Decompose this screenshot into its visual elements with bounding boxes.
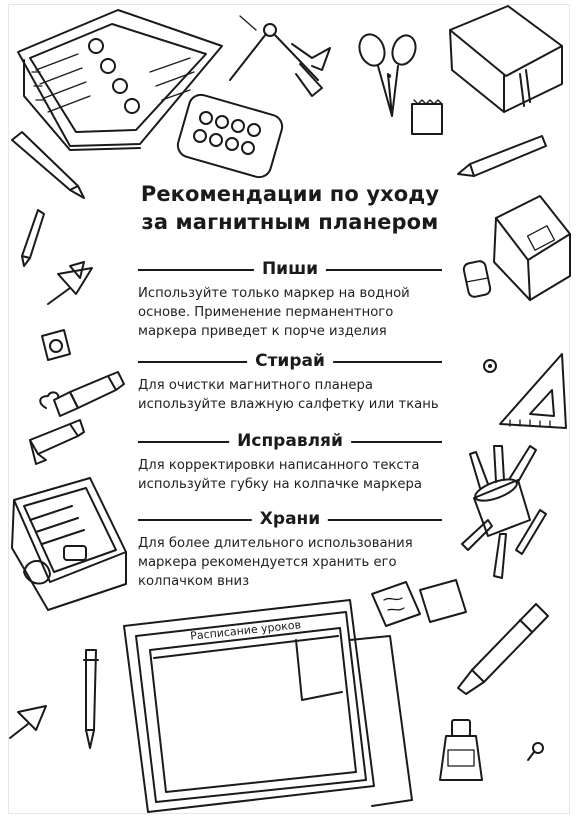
pencil-icon (458, 136, 546, 176)
section-body (138, 456, 442, 494)
book-icon (494, 196, 570, 300)
compass-icon (230, 16, 330, 96)
push-pin-icon (528, 743, 543, 760)
push-pin-icon (10, 706, 46, 738)
marker-icon (458, 604, 548, 694)
body-line: колпачком вниз (138, 574, 250, 589)
pencil-icon (12, 132, 84, 198)
body-line: используйте влажную салфетку или ткань (138, 397, 439, 412)
push-pin-icon (484, 360, 496, 372)
body-line: Используйте только маркер на водной (138, 286, 410, 301)
body-line: Для более длительного использования (138, 536, 413, 551)
body-line: маркера рекомендуется хранить его (138, 555, 397, 570)
section-store (138, 508, 442, 591)
page-title-line-2: за магнитным планером (141, 210, 439, 234)
body-line: Для очистки магнитного планера (138, 378, 373, 393)
section-write (138, 258, 442, 341)
paint-tube-icon (30, 420, 84, 464)
scissors-icon (355, 31, 419, 116)
section-heading: Пиши (254, 258, 326, 280)
section-correct (138, 430, 442, 494)
eraser-icon (463, 260, 492, 298)
section-heading-row (138, 508, 442, 530)
notebook-icon (450, 6, 562, 112)
body-line: маркера приведет к порче изделия (138, 324, 387, 339)
pencil-case-icon (12, 478, 126, 610)
schedule-board-label: Расписание уроков (189, 618, 302, 643)
section-heading: Стирай (247, 350, 333, 372)
pen-icon (84, 650, 98, 748)
glue-tube-icon (40, 372, 124, 416)
section-heading-row (138, 350, 442, 372)
page-title-line-1: Рекомендации по уходу (140, 182, 440, 206)
watercolor-palette-icon (175, 92, 285, 180)
section-heading-row (138, 430, 442, 452)
section-heading: Исправляй (229, 430, 351, 452)
pencil-cup-icon (462, 446, 546, 578)
section-body (138, 534, 442, 591)
sticky-note-icon (412, 100, 442, 134)
ink-bottle-icon (440, 720, 482, 780)
body-line: используйте губку на колпачке маркера (138, 477, 422, 492)
section-heading: Храни (252, 508, 328, 530)
pencil-icon (22, 210, 44, 266)
section-erase (138, 350, 442, 414)
section-body (138, 284, 442, 341)
section-heading-row (138, 258, 442, 280)
triangle-ruler-icon (500, 354, 566, 428)
body-line: основе. Применение перманентного (138, 305, 394, 320)
push-pin-icon (48, 262, 92, 304)
section-body (138, 376, 442, 414)
ring-binder-planner-icon (18, 10, 222, 150)
page-title (110, 180, 470, 236)
body-line: Для корректировки написанного текста (138, 458, 420, 473)
sharpener-icon (42, 330, 70, 360)
